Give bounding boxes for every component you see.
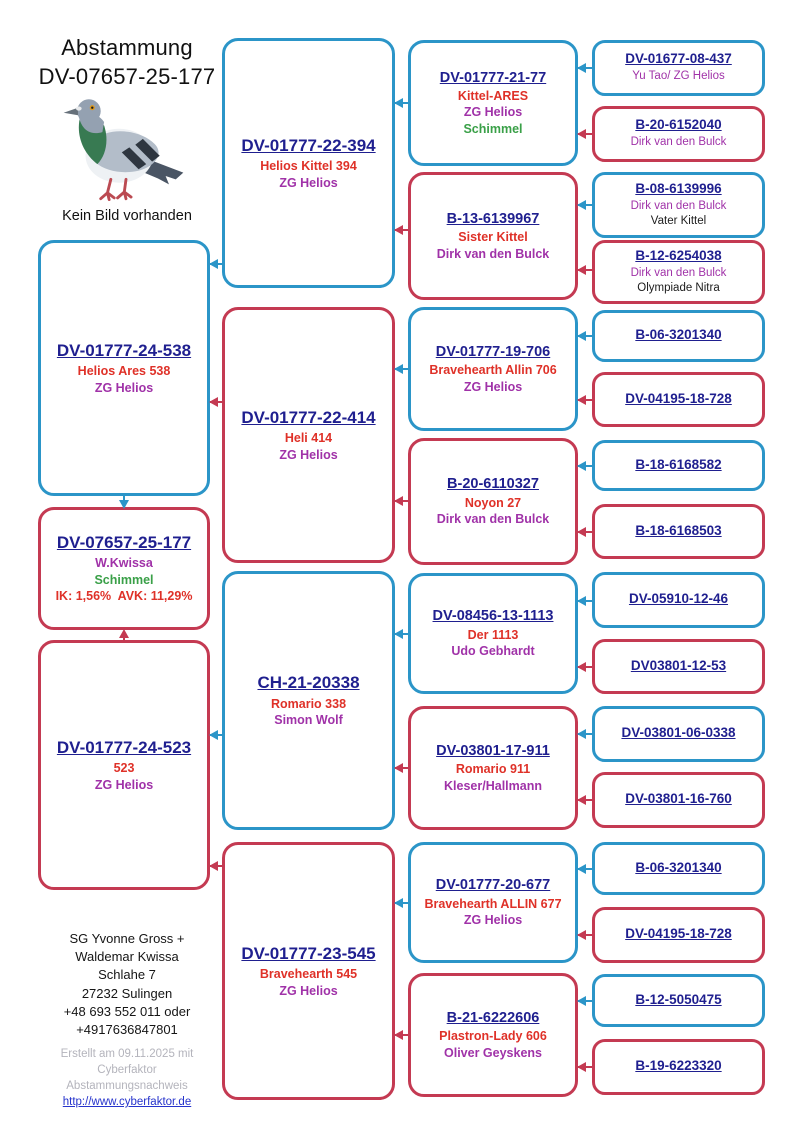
- ring-number: DV-03801-16-760: [625, 791, 732, 807]
- pedigree-arrow-head: [394, 763, 403, 773]
- pedigree-arrow-head: [394, 225, 403, 235]
- ring-number: DV-01777-23-545: [241, 943, 376, 963]
- pedigree-sub-line: Bravehearth Allin 706: [429, 363, 557, 378]
- footer-credits: [18, 1046, 236, 1094]
- no-image-caption: Kein Bild vorhanden: [62, 208, 192, 224]
- pedigree-box: [222, 571, 395, 830]
- pedigree-box: [408, 40, 578, 166]
- pedigree-sub-line: Olympiade Nitra: [637, 281, 720, 294]
- ring-number: DV-01777-24-538: [56, 340, 192, 360]
- page-title: [18, 34, 236, 91]
- pedigree-arrow-head: [577, 265, 586, 275]
- pedigree-sub-line: Oliver Geyskens: [444, 1045, 542, 1060]
- pedigree-sub-line: Udo Gebhardt: [451, 644, 535, 659]
- pedigree-arrow-head: [577, 461, 586, 471]
- pedigree-arrow-head: [209, 861, 218, 871]
- ring-number: DV-01777-22-394: [241, 135, 376, 155]
- pedigree-sub-line: Bravehearth ALLIN 677: [424, 896, 562, 911]
- ring-number: B-06-3201340: [635, 327, 722, 343]
- owner-address-line: +48 693 552 011 oder: [63, 1003, 191, 1019]
- pedigree-sub-line: ZG Helios: [94, 380, 154, 395]
- pedigree-box: [592, 372, 765, 427]
- ring-number: B-12-5050475: [635, 991, 722, 1007]
- owner-address-line: SG Yvonne Gross +: [69, 931, 185, 946]
- pedigree-arrow-head: [394, 898, 403, 908]
- pedigree-sub-line: W.Kwissa: [95, 556, 153, 571]
- ring-number: DV-01777-24-523: [56, 737, 192, 757]
- pedigree-arrow-head: [209, 259, 218, 269]
- pedigree-box: [592, 172, 765, 238]
- pedigree-box: [38, 640, 210, 890]
- pedigree-sub-line: Yu Tao/ ZG Helios: [632, 70, 725, 83]
- pedigree-sub-line: Sister Kittel: [458, 230, 528, 245]
- ring-number: B-20-6152040: [635, 117, 722, 133]
- pedigree-sub-line: Dirk van den Bulck: [630, 266, 727, 279]
- pedigree-box: [38, 507, 210, 630]
- ring-number: DV-03801-06-0338: [621, 725, 736, 741]
- pedigree-arrow-head: [577, 996, 586, 1006]
- ring-number: DV03801-12-53: [630, 657, 727, 673]
- ring-number: DV-01777-19-706: [435, 343, 551, 360]
- ring-number: DV-01777-20-677: [435, 877, 551, 894]
- pedigree-box: [592, 504, 765, 559]
- pedigree-box: [38, 240, 210, 496]
- pedigree-arrow-head: [577, 200, 586, 210]
- pedigree-arrow-head: [209, 730, 218, 740]
- pedigree-sub-line: Helios Kittel 394: [260, 159, 357, 174]
- footer-credit-line: Abstammungsnachweis: [66, 1080, 188, 1093]
- pedigree-box: [408, 842, 578, 963]
- owner-address-line: 27232 Sulingen: [81, 985, 173, 1001]
- pedigree-arrow-head: [577, 1062, 586, 1072]
- pedigree-sub-line: Helios Ares 538: [77, 364, 171, 379]
- pedigree-arrow-head: [577, 662, 586, 672]
- pedigree-arrow-head: [577, 129, 586, 139]
- pedigree-box: [408, 307, 578, 431]
- ring-number: B-18-6168503: [635, 522, 722, 538]
- ring-number: DV-01777-22-414: [241, 407, 376, 427]
- ring-number: B-06-3201340: [635, 859, 722, 875]
- pedigree-sub-line: IK: 1,56% AVK: 11,29%: [55, 589, 193, 604]
- pedigree-sub-line: ZG Helios: [463, 913, 523, 928]
- pedigree-sub-line: Dirk van den Bulck: [630, 136, 727, 149]
- pedigree-arrow-head: [394, 364, 403, 374]
- pedigree-box: [408, 573, 578, 694]
- pedigree-arrow-head: [577, 527, 586, 537]
- pedigree-sub-line: Romario 911: [455, 762, 531, 777]
- pigeon-image: [56, 90, 196, 208]
- ring-number: B-21-6222606: [446, 1009, 540, 1026]
- pedigree-sub-line: Romario 338: [270, 696, 347, 711]
- ring-number: B-13-6139967: [446, 210, 540, 227]
- owner-address-line: Schlahe 7: [98, 967, 156, 983]
- pedigree-sub-line: Der 1113: [467, 627, 519, 642]
- pedigree-arrow-head: [119, 500, 129, 509]
- pedigree-arrow-head: [394, 629, 403, 639]
- pedigree-sub-line: Vater Kittel: [650, 214, 707, 227]
- pedigree-sub-line: ZG Helios: [279, 175, 338, 190]
- pedigree-arrow-head: [577, 930, 586, 940]
- ring-number: DV-03801-17-911: [436, 742, 550, 759]
- pedigree-arrow-head: [577, 331, 586, 341]
- pedigree-box: [592, 772, 765, 828]
- pedigree-arrow-head: [577, 395, 586, 405]
- owner-address-line: +4917636847801: [76, 1021, 178, 1037]
- footer: [18, 1046, 236, 1110]
- ring-number: DV-04195-18-728: [625, 390, 732, 406]
- ring-number: DV-05910-12-46: [628, 591, 729, 607]
- title-line1: Abstammung: [61, 35, 193, 60]
- pedigree-box: [222, 307, 395, 563]
- pedigree-sub-line: Kleser/Hallmann: [444, 778, 542, 793]
- pedigree-sub-line: ZG Helios: [279, 447, 338, 462]
- ring-number: CH-21-20338: [257, 673, 360, 693]
- pedigree-arrow-head: [209, 397, 218, 407]
- pedigree-sub-line: Kittel-ARES: [457, 88, 529, 103]
- pedigree-sub-line: ZG Helios: [279, 983, 338, 998]
- pedigree-sub-line: Dirk van den Bulck: [436, 246, 550, 261]
- ring-number: DV-04195-18-728: [625, 926, 732, 942]
- ring-number: B-20-6110327: [447, 476, 539, 493]
- ring-number: B-18-6168582: [635, 456, 722, 472]
- ring-number: B-08-6139996: [635, 180, 722, 196]
- pedigree-box: [592, 907, 765, 963]
- pedigree-arrow-head: [577, 864, 586, 874]
- pedigree-box: [592, 1039, 765, 1095]
- pedigree-box: [592, 842, 765, 895]
- pedigree-box: [408, 973, 578, 1097]
- title-line2: DV-07657-25-177: [38, 63, 216, 89]
- pedigree-arrow-head: [577, 795, 586, 805]
- pedigree-box: [592, 310, 765, 362]
- pedigree-box: [222, 842, 395, 1100]
- pedigree-box: [592, 974, 765, 1027]
- ring-number: DV-08456-13-1113: [432, 608, 554, 625]
- pedigree-box: [222, 38, 395, 288]
- pedigree-box: [592, 240, 765, 304]
- pedigree-box: [592, 40, 765, 96]
- footer-credit-line: Erstellt am 09.11.2025 mit: [60, 1048, 194, 1060]
- ring-number: DV-07657-25-177: [56, 533, 192, 553]
- pedigree-sub-line: Plastron-Lady 606: [439, 1029, 547, 1044]
- pedigree-sub-line: ZG Helios: [94, 777, 154, 792]
- pedigree-box: [408, 438, 578, 565]
- pedigree-sub-line: 523: [113, 761, 135, 776]
- pedigree-arrow-head: [394, 98, 403, 108]
- pedigree-sub-line: Dirk van den Bulck: [436, 512, 550, 527]
- pedigree-sub-line: Noyon 27: [464, 495, 522, 510]
- ring-number: B-19-6223320: [635, 1058, 722, 1074]
- pedigree-sub-line: Schimmel: [463, 121, 523, 136]
- pedigree-box: [408, 706, 578, 830]
- pedigree-arrow-head: [394, 1030, 403, 1040]
- pedigree-box: [592, 706, 765, 762]
- pedigree-sub-line: Dirk van den Bulck: [630, 199, 727, 212]
- owner-address: [18, 930, 236, 1039]
- pedigree-arrow-head: [577, 596, 586, 606]
- pedigree-arrow-head: [119, 629, 129, 638]
- pedigree-arrow-head: [577, 63, 586, 73]
- pedigree-box: [592, 572, 765, 628]
- pedigree-sub-line: Simon Wolf: [274, 713, 343, 728]
- ring-number: DV-01777-21-77: [439, 69, 547, 86]
- pedigree-box: [592, 106, 765, 162]
- pedigree-box: [592, 440, 765, 491]
- pedigree-arrow-head: [577, 729, 586, 739]
- cyberfaktor-link[interactable]: http://www.cyberfaktor.de: [62, 1096, 192, 1109]
- pedigree-box: [408, 172, 578, 300]
- pedigree-arrow-head: [394, 496, 403, 506]
- pedigree-box: [592, 639, 765, 694]
- pedigree-sub-line: ZG Helios: [463, 105, 523, 120]
- pedigree-sub-line: Bravehearth 545: [259, 967, 358, 982]
- pedigree-sub-line: Schimmel: [94, 572, 154, 587]
- ring-number: B-12-6254038: [635, 247, 722, 263]
- footer-credit-line: Cyberfaktor: [97, 1064, 157, 1077]
- owner-address-line: Waldemar Kwissa: [75, 949, 179, 965]
- pedigree-sub-line: Heli 414: [284, 431, 333, 446]
- pedigree-sub-line: ZG Helios: [463, 379, 523, 394]
- ring-number: DV-01677-08-437: [625, 51, 732, 67]
